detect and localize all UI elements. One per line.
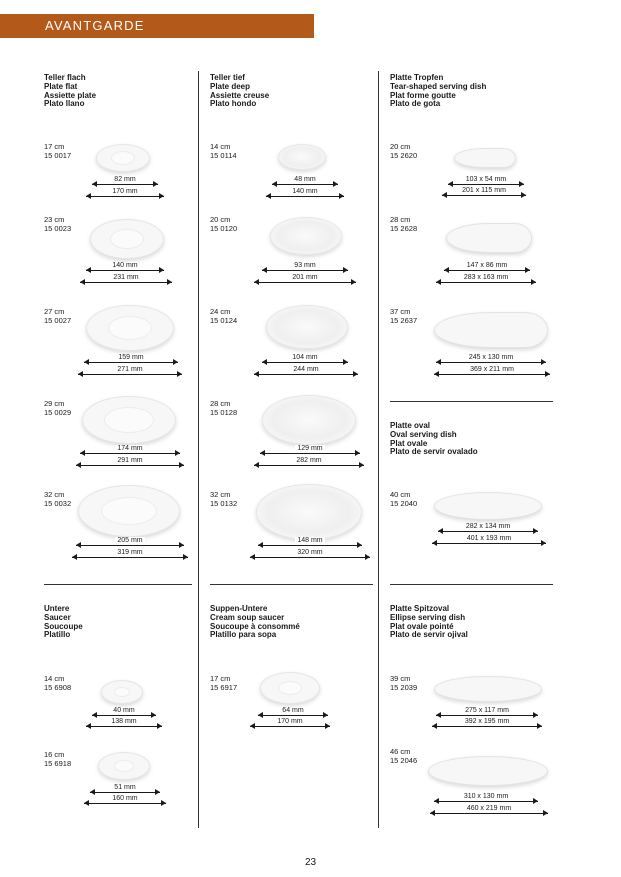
heading-line: Platillo para sopa (210, 630, 277, 640)
dimension-inner: 205 mm (76, 541, 184, 550)
heading-line: Platillo (44, 630, 71, 640)
heading-line: Assiette plate (44, 90, 97, 100)
product-code: 20 cm 15 0120 (210, 215, 238, 233)
dimension-inner: 103 x 54 mm (448, 180, 524, 189)
dimension-inner: 93 mm (262, 266, 348, 275)
section-separator (390, 584, 553, 585)
heading-line: Teller tief (210, 73, 245, 82)
heading-line: Untere (44, 604, 70, 613)
heading-line: Oval serving dish (390, 429, 457, 439)
dimension-inner: 147 x 86 mm (444, 266, 530, 275)
dimension-outer: 392 x 195 mm (432, 722, 542, 731)
saucer-image (101, 680, 143, 704)
product-code: 32 cm 15 0032 (44, 490, 72, 508)
product-code: 16 cm 15 6918 (44, 750, 72, 768)
banner-title: AVANTGARDE (45, 18, 145, 33)
heading-line: Tear-shaped serving dish (390, 81, 487, 91)
dimension-outer: 160 mm (84, 799, 166, 808)
dimension-inner: 275 x 117 mm (436, 711, 538, 720)
heading-line: Platte Tropfen (390, 73, 444, 82)
dimension-inner: 64 mm (258, 711, 328, 720)
tear-dish-image (454, 148, 516, 168)
section-heading-plate-deep (210, 74, 269, 109)
ellipse-dish-image (428, 756, 548, 786)
plate-image (82, 396, 176, 444)
heading-line: Plate flat (44, 81, 78, 91)
product-code: 29 cm 15 0029 (44, 399, 72, 417)
dimension-outer: 170 mm (250, 722, 330, 731)
section-heading-plate-flat (44, 74, 96, 109)
heading-line: Teller flach (44, 73, 86, 82)
product-code: 40 cm 15 2040 (390, 490, 418, 508)
column-divider (198, 71, 199, 828)
product-code: 14 cm 15 0114 (210, 142, 237, 160)
dimension-inner: 174 mm (80, 449, 180, 458)
heading-line: Cream soup saucer (210, 612, 285, 622)
dimension-outer: 138 mm (86, 722, 162, 731)
dimension-outer: 231 mm (80, 278, 172, 287)
section-separator (44, 584, 192, 585)
deep-plate-image (266, 305, 348, 349)
deep-plate-image (270, 217, 342, 255)
page-number: 23 (304, 857, 317, 868)
dimension-inner: 310 x 130 mm (434, 797, 538, 806)
plate-image (78, 485, 180, 537)
heading-line: Ellipse serving dish (390, 612, 466, 622)
heading-line: Plat ovale pointé (390, 621, 454, 631)
heading-line: Plat ovale (390, 438, 428, 448)
column-divider (378, 71, 379, 828)
section-heading-tear-dish (390, 74, 486, 109)
dimension-outer: 320 mm (250, 553, 370, 562)
product-code: 17 cm 15 0017 (44, 142, 72, 160)
deep-plate-image (256, 484, 362, 540)
oval-dish-image (434, 492, 542, 520)
dimension-outer: 140 mm (266, 192, 344, 201)
deep-plate-image (278, 144, 326, 170)
product-code: 28 cm 15 2628 (390, 215, 418, 233)
product-code: 23 cm 15 0023 (44, 215, 72, 233)
dimension-inner: 104 mm (262, 358, 348, 367)
dimension-inner: 48 mm (272, 180, 338, 189)
heading-line: Plato de gota (390, 99, 441, 109)
product-code: 20 cm 15 2620 (390, 142, 418, 160)
dimension-outer: 271 mm (78, 370, 182, 379)
brand-banner (0, 14, 314, 38)
heading-line: Suppen-Untere (210, 604, 268, 613)
dimension-outer: 319 mm (72, 553, 188, 562)
section-heading-saucer (44, 605, 83, 640)
plate-image (86, 305, 174, 351)
tear-dish-image (446, 223, 532, 253)
heading-line: Plato hondo (210, 99, 257, 109)
heading-line: Plato de servir ojival (390, 630, 468, 640)
product-code: 32 cm 15 0132 (210, 490, 238, 508)
dimension-inner: 129 mm (260, 449, 360, 458)
deep-plate-image (262, 395, 356, 445)
dimension-inner: 82 mm (92, 180, 158, 189)
section-heading-soup-saucer (210, 605, 300, 640)
dimension-inner: 282 x 134 mm (438, 527, 538, 536)
dimension-inner: 159 mm (84, 358, 178, 367)
heading-line: Soucoupe (44, 621, 83, 631)
heading-line: Plate deep (210, 81, 251, 91)
saucer-image (98, 752, 150, 780)
heading-line: Platte Spitzoval (390, 604, 450, 613)
product-code: 14 cm 15 6908 (44, 674, 72, 692)
heading-line: Soucoupe à consommé (210, 621, 300, 631)
dimension-outer: 244 mm (254, 370, 358, 379)
dimension-outer: 201 mm (254, 278, 356, 287)
dimension-outer: 283 x 163 mm (436, 278, 536, 287)
product-code: 24 cm 15 0124 (210, 307, 238, 325)
heading-line: Plato de servir ovalado (390, 447, 478, 457)
section-separator (210, 584, 373, 585)
heading-line: Plato llano (44, 99, 85, 109)
heading-line: Plat forme goutte (390, 90, 456, 100)
dimension-inner: 51 mm (90, 788, 160, 797)
product-code: 28 cm 15 0128 (210, 399, 238, 417)
product-code: 39 cm 15 2039 (390, 674, 418, 692)
dimension-outer: 282 mm (254, 461, 364, 470)
plate-image (96, 144, 150, 172)
section-separator (390, 401, 553, 402)
dimension-outer: 369 x 211 mm (434, 370, 550, 379)
section-heading-oval-dish (390, 422, 478, 457)
dimension-inner: 245 x 130 mm (436, 358, 546, 367)
product-code: 27 cm 15 0027 (44, 307, 72, 325)
product-code: 46 cm 15 2046 (390, 747, 418, 765)
dimension-outer: 170 mm (86, 192, 164, 201)
ellipse-dish-image (434, 676, 542, 702)
section-heading-ellipse-dish (390, 605, 468, 640)
heading-line: Platte oval (390, 421, 431, 430)
product-code: 17 cm 15 6917 (210, 674, 238, 692)
dimension-outer: 291 mm (76, 461, 184, 470)
dimension-inner: 40 mm (92, 711, 156, 720)
tear-dish-image (434, 312, 548, 348)
heading-line: Saucer (44, 612, 71, 622)
dimension-outer: 401 x 193 mm (432, 539, 546, 548)
dimension-outer: 460 x 219 mm (430, 809, 548, 818)
dimension-inner: 148 mm (258, 541, 362, 550)
product-code: 37 cm 15 2637 (390, 307, 418, 325)
plate-image (90, 219, 164, 259)
heading-line: Assiette creuse (210, 90, 270, 100)
dimension-inner: 140 mm (86, 266, 164, 275)
dimension-outer: 201 x 115 mm (442, 191, 526, 200)
soup-saucer-image (260, 672, 320, 704)
